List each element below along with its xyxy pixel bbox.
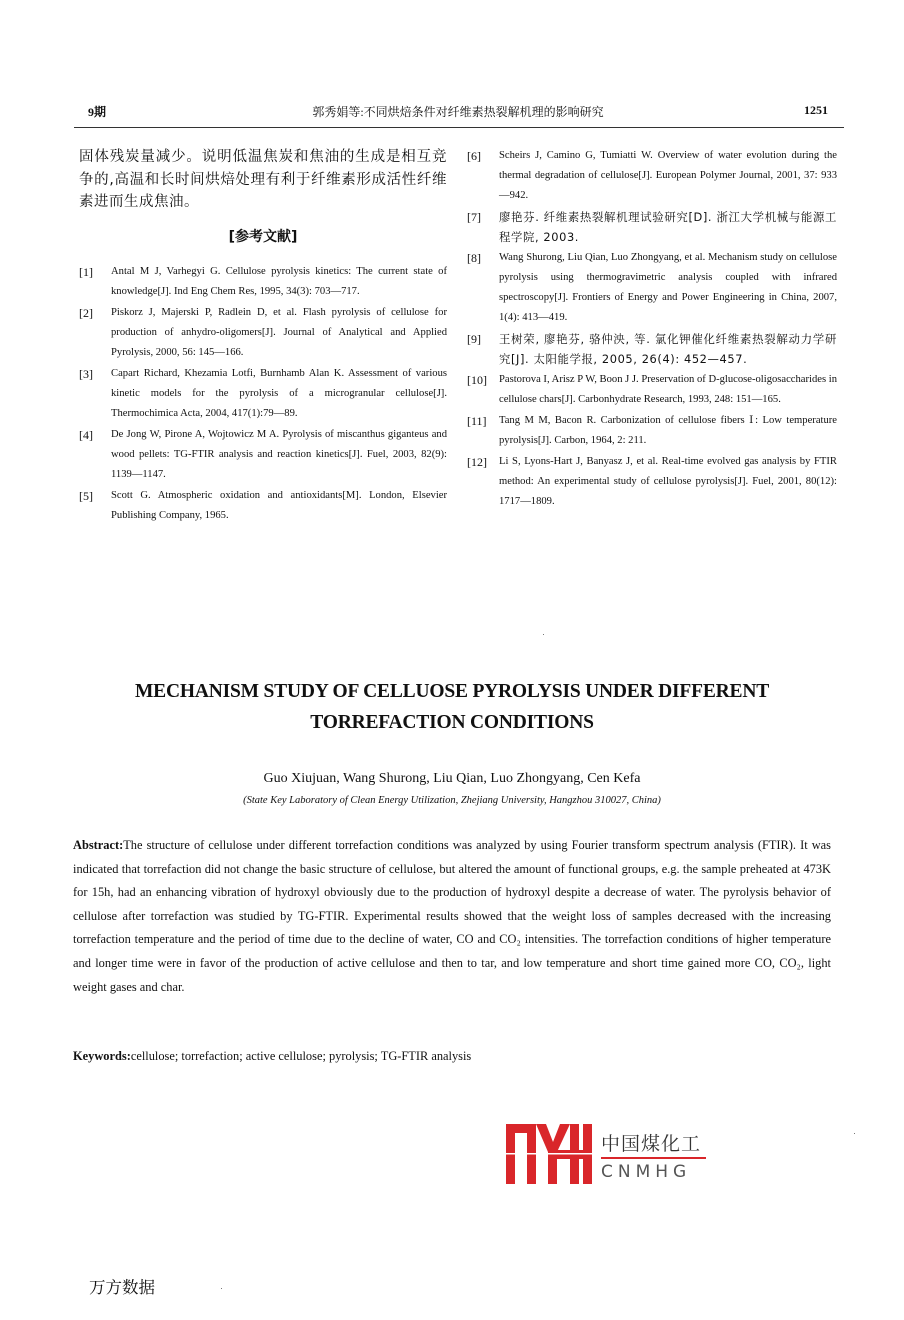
page-number: 1251 [804, 103, 828, 117]
authors: Guo Xiujuan, Wang Shurong, Liu Qian, Luo Zhongyang, Cen Kefa [263, 771, 641, 786]
header-rule [74, 127, 844, 128]
reference-number: [6] [467, 149, 481, 163]
conclusion-paragraph: 固体残炭量减少。说明低温焦炭和焦油的生成是相互竞争的,高温和长时间烘焙处理有利于纤维素形成活性纤维素进而生成焦油。 [79, 149, 447, 210]
reference-item [467, 452, 837, 512]
abstract-label: Abstract: [73, 838, 124, 852]
reference-item [467, 411, 837, 451]
scan-speck [543, 634, 544, 635]
reference-number: [8] [467, 251, 481, 265]
reference-number: [4] [79, 427, 93, 442]
reference-text: 王树荣, 廖艳芬, 骆仲泱, 等. 氯化钾催化纤维素热裂解动力学研究[J]. 太阳能学报, 2005, 26(4): 452—457. [499, 332, 837, 366]
reference-number: [11] [467, 414, 487, 428]
reference-text: Wang Shurong, Liu Qian, Luo Zhongyang, et al. Mechanism study on cellulose pyrolysis using thermogravimetric analysis coupled with infrared spectroscopy[J]. Frontiers of Energy and Power Engineering in China, 2007, 1(4): 413—419. [499, 252, 837, 323]
cnmhg-logo [506, 1124, 716, 1186]
keywords-label: Keywords: [73, 1049, 131, 1063]
running-header [88, 103, 828, 121]
reference-number: [3] [79, 366, 93, 381]
reference-number: [10] [467, 373, 487, 387]
reference-item [79, 303, 447, 363]
reference-text: Capart Richard, Khezamia Lotfi, Burnhamb Alan K. Assessment of various kinetic models for the pyrolysis of a microgranular cellulose[J]. Thermochimica Acta, 2004, 417(1):79—89. [111, 367, 447, 419]
scan-speck [221, 1288, 222, 1289]
reference-item [79, 425, 447, 485]
reference-item [79, 486, 447, 526]
reference-item [467, 207, 837, 247]
affiliation: (State Key Laboratory of Clean Energy Utilization, Zhejiang University, Hangzhou 310027, China) [243, 795, 661, 806]
reference-text: Tang M M, Bacon R. Carbonization of cellulose fibers Ⅰ: Low temperature pyrolysis[J]. Carbon, 1964, 2: 211. [499, 415, 837, 446]
reference-item [79, 262, 447, 302]
reference-text: Scheirs J, Camino G, Tumiatti W. Overview of water evolution during the thermal degradation of cellulose[J]. European Polymer Journal, 2001, 37: 933—942. [499, 150, 837, 201]
scan-speck [854, 1133, 855, 1134]
english-title-line-2: TORREFACTION CONDITIONS [310, 712, 594, 733]
reference-text: Antal M J, Varhegyi G. Cellulose pyrolysis kinetics: The current state of knowledge[J]. Ind Eng Chem Res, 1995, 34(3): 703—717. [111, 265, 447, 297]
reference-text: Li S, Lyons-Hart J, Banyasz J, et al. Real-time evolved gas analysis by FTIR method: An experimental study of cellulose pyrolysis[J]. Fuel, 2001, 80(12): 1717—1809. [499, 456, 837, 507]
reference-number: [2] [79, 305, 93, 320]
abstract [73, 834, 831, 999]
reference-text: Piskorz J, Majerski P, Radlein D, et al. Flash pyrolysis of cellulose for production of anhydro-oligomers[J]. Journal of Analytical and Applied Pyrolysis, 2000, 56: 145—166. [111, 306, 447, 358]
right-column [467, 146, 837, 513]
running-title: 郭秀娟等:不同烘焙条件对纤维素热裂解机理的影响研究 [312, 105, 604, 119]
english-title [60, 676, 844, 738]
reference-item [467, 146, 837, 206]
reference-number: [1] [79, 264, 93, 279]
logo-chinese-name: 中国煤化工 [601, 1133, 702, 1155]
abstract-text: The structure of cellulose under different torrefaction conditions was analyzed by using Fourier transform spectrum analysis (FTIR). It was indicated that torrefaction did not change the basic structure of cellulose, but altered the amount of functional groups, e.g. the sample preheated at 473K for 15h, had an enhancing vibration of hydroxyl obviously due to the production of hydroxyl despite a decrease of water. The pyrolysis behavior of cellulose after torrefaction was studied by TG-FTIR. Experimental results showed that the weight loss of samples decreased with the increasing torrefaction temperature and the period of time due to the decline of water, CO and CO₂ intensities. The torrefaction conditions of higher temperature and longer time were in favor of the production of active cellulose and then to tar, and low temperature and short time gained more CO, CO₂, light weight gases and char. [73, 838, 831, 994]
logo-english-name: CNMHG [601, 1162, 692, 1182]
reference-item [467, 248, 837, 328]
reference-number: [12] [467, 455, 487, 469]
reference-text: Pastorova I, Arisz P W, Boon J J. Preservation of D-glucose-oligosaccharides in cellulose chars[J]. Carbonhydrate Research, 1993, 248: 151—165. [499, 374, 837, 405]
keywords [73, 1045, 831, 1067]
keywords-text: cellulose; torrefaction; active cellulose; pyrolysis; TG-FTIR analysis [130, 1049, 472, 1063]
reference-item [467, 329, 837, 369]
left-column [79, 146, 447, 527]
english-title-line-1: MECHANISM STUDY OF CELLUOSE PYROLYSIS UNDER DIFFERENT [134, 681, 770, 702]
logo-divider [601, 1157, 706, 1159]
reference-item [79, 364, 447, 424]
reference-text: Scott G. Atmospheric oxidation and antioxidants[M]. London, Elsevier Publishing Company, 1965. [111, 489, 447, 521]
issue-number: 9期 [88, 105, 107, 119]
reference-number: [7] [467, 210, 481, 224]
reference-text: De Jong W, Pirone A, Wojtowicz M A. Pyrolysis of miscanthus giganteus and wood pellets: TG-FTIR analysis and reaction kinetics[J]. Fuel, 2003, 82(9): 1139—1147. [111, 428, 447, 480]
reference-item [467, 370, 837, 410]
references-heading: [参考文献] [228, 228, 298, 245]
reference-number: [5] [79, 488, 93, 503]
reference-number: [9] [467, 332, 481, 346]
footer-source: 万方数据 [89, 1278, 155, 1297]
mh-logo-icon [506, 1124, 592, 1184]
reference-text: 廖艳芬. 纤维素热裂解机理试验研究[D]. 浙江大学机械与能源工程学院, 2003. [499, 210, 837, 244]
